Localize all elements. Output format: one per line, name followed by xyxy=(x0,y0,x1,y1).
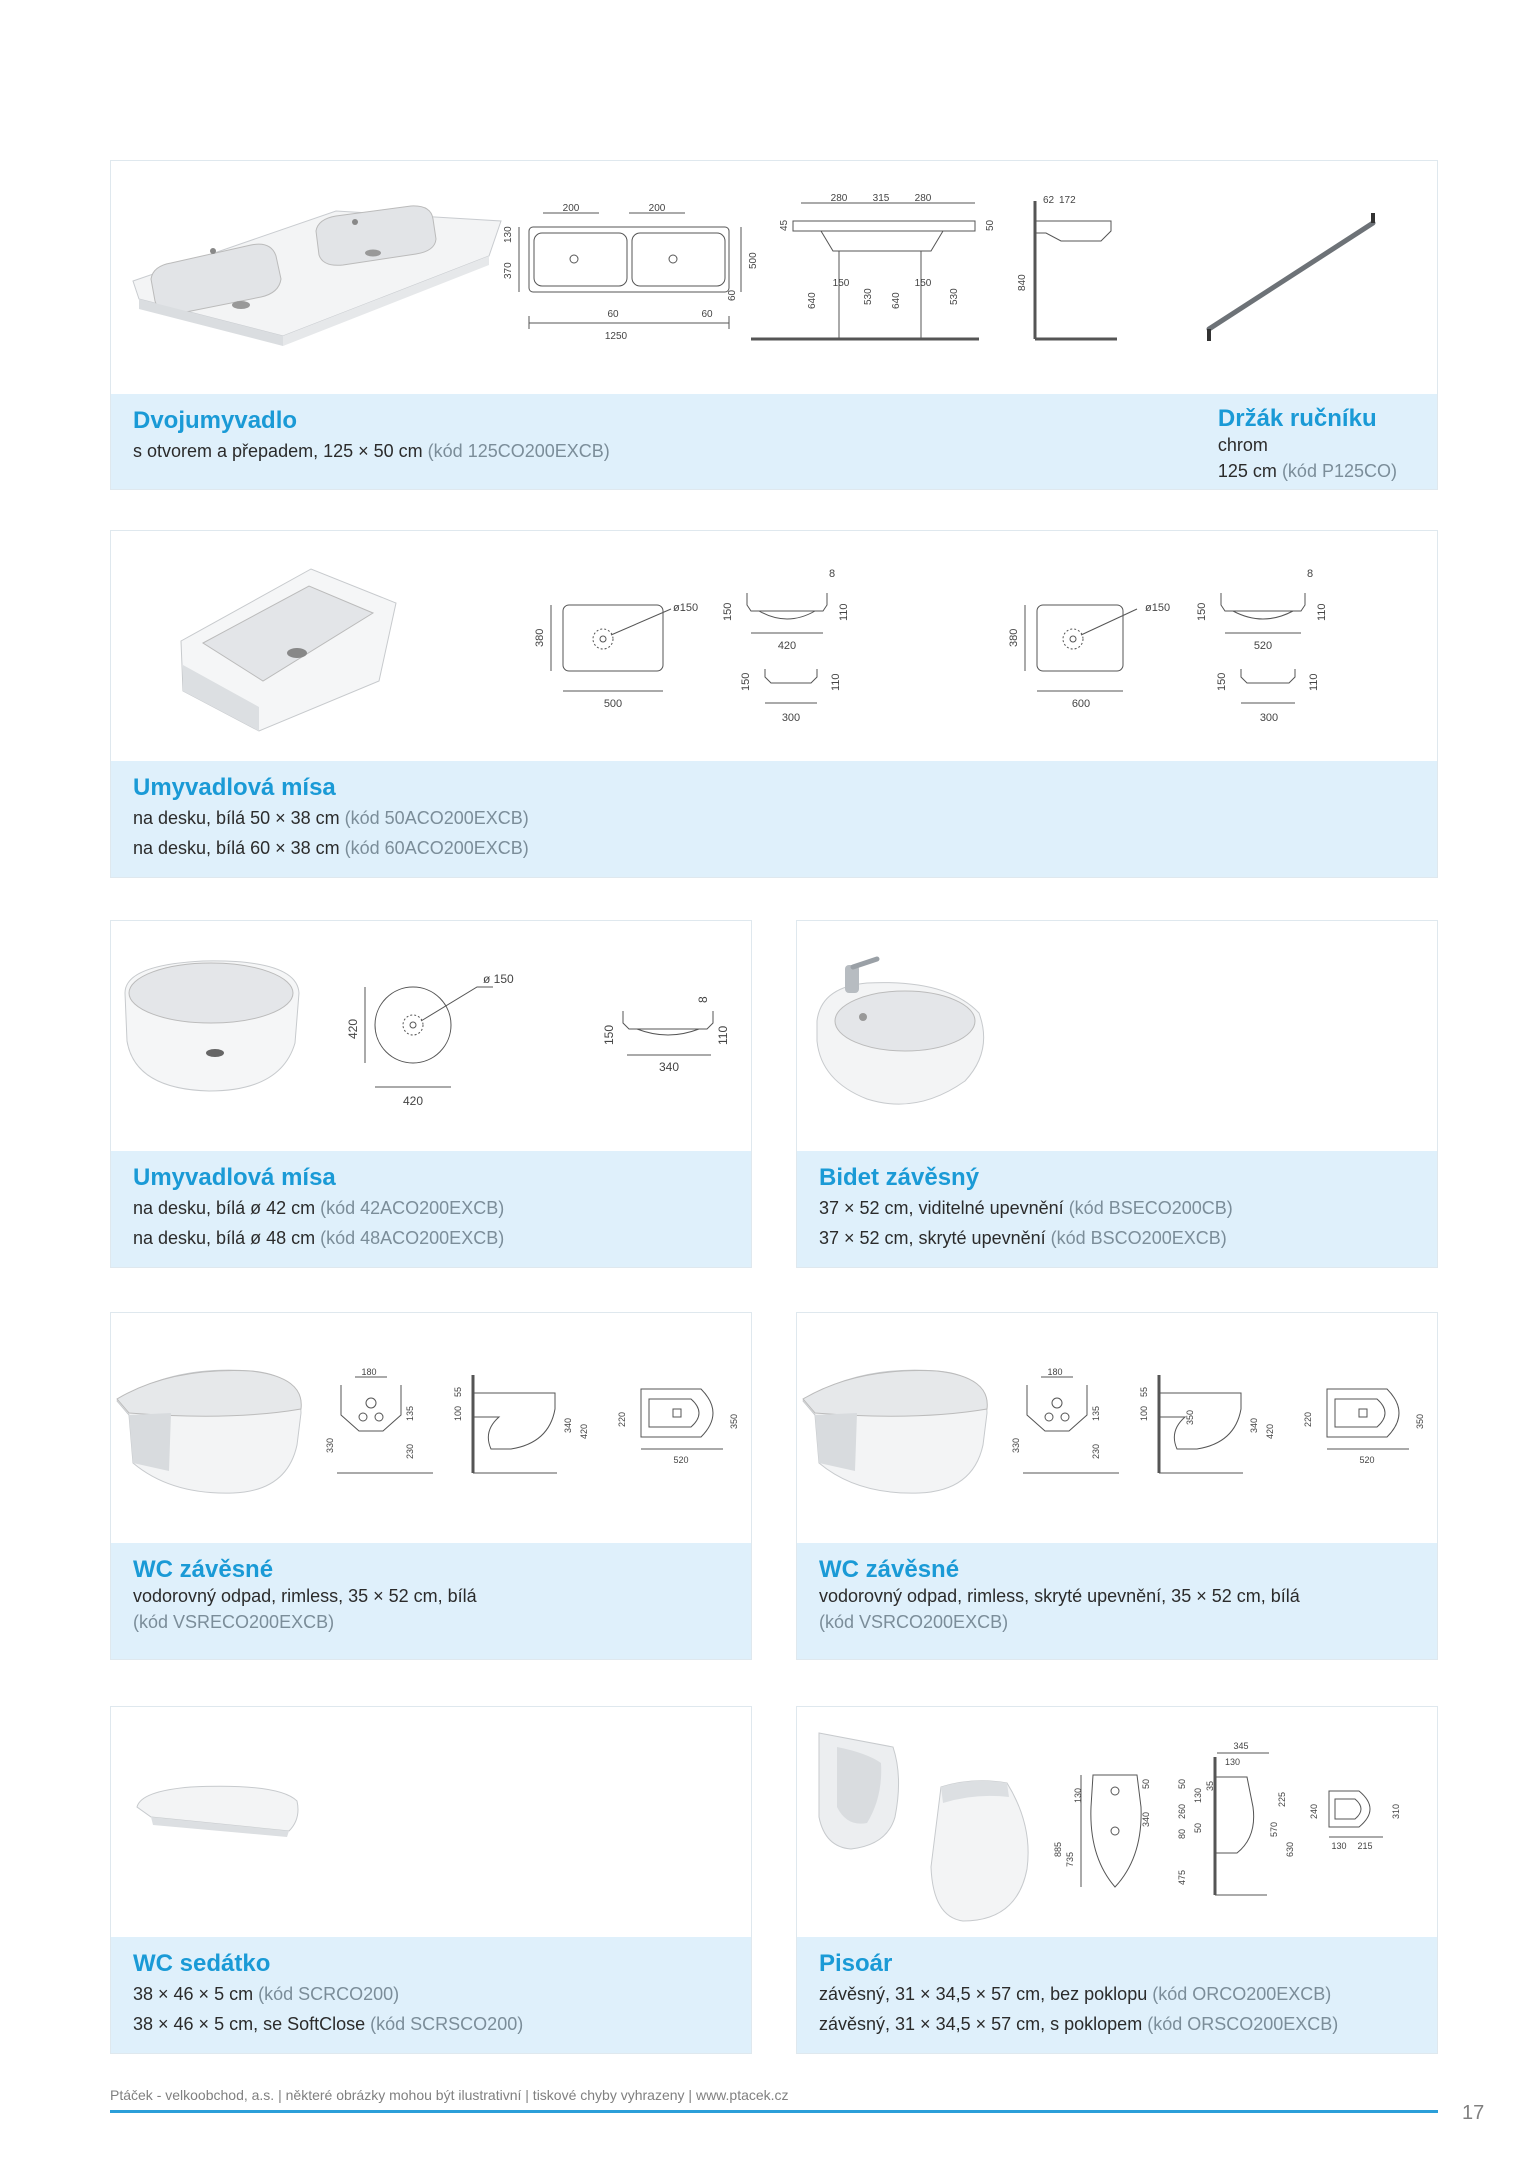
product-code: (kód SCRSCO200) xyxy=(370,2014,524,2034)
product-card-pisoar xyxy=(796,1706,1438,2054)
dim-50: 50 xyxy=(985,219,996,231)
product-info-misa-rect xyxy=(111,761,1437,877)
product-code: (kód SCRCO200) xyxy=(258,1984,400,2004)
dim-330: 330 xyxy=(1011,1437,1021,1453)
dim-60b: 60 xyxy=(701,309,713,320)
product-code: (kód VSRECO200EXCB) xyxy=(133,1612,335,1632)
towel-bar-render xyxy=(1209,213,1373,341)
product-title: Bidet závěsný xyxy=(819,1164,980,1191)
dim-220: 220 xyxy=(1303,1411,1313,1427)
misa-round-drawings xyxy=(111,921,751,1153)
product-spec xyxy=(133,803,1415,833)
dim-340: 340 xyxy=(1141,1811,1151,1827)
product-image-area xyxy=(111,1707,751,1939)
dim-380b: 380 xyxy=(1008,628,1020,647)
dim-500: 500 xyxy=(748,252,759,269)
misa-rect-drawings xyxy=(111,531,1437,763)
spec-text: s otvorem a přepadem, 125 × 50 cm xyxy=(133,441,423,461)
product-card-wc2 xyxy=(796,1312,1438,1660)
dim-640a: 640 xyxy=(807,292,818,309)
dim-60a: 60 xyxy=(607,309,619,320)
urinal-top-view xyxy=(1329,1791,1383,1837)
wc-render xyxy=(117,1370,301,1493)
spec-text: 37 × 52 cm, viditelné upevnění xyxy=(819,1198,1064,1218)
product-spec xyxy=(819,1979,1415,2009)
dim-475: 475 xyxy=(1177,1869,1187,1885)
product-image-area xyxy=(797,1313,1437,1545)
spec-text: závěsný, 31 × 34,5 × 57 cm, bez poklopu xyxy=(819,1984,1148,2004)
product-image-area xyxy=(111,1313,751,1545)
product-title: WC sedátko xyxy=(133,1950,271,1977)
dim-500: 500 xyxy=(603,698,623,710)
product-title: Umyvadlová mísa xyxy=(133,1164,336,1191)
dim-735: 735 xyxy=(1065,1851,1075,1867)
product-spec xyxy=(133,1223,729,1253)
spec-text: na desku, bílá ø 48 cm xyxy=(133,1228,316,1248)
product-title: Pisoár xyxy=(819,1950,893,1977)
dim-135: 135 xyxy=(405,1405,415,1421)
dim-8: 8 xyxy=(696,996,710,1003)
product-code: (kód VSRCO200EXCB) xyxy=(819,1612,1009,1632)
dim-180: 180 xyxy=(361,1367,377,1377)
urinal-render xyxy=(819,1733,1028,1921)
product-card-misa-round xyxy=(110,920,752,1268)
dim-130c: 130 xyxy=(1193,1787,1203,1803)
dim-200b: 200 xyxy=(648,203,666,214)
spec-text: závěsný, 31 × 34,5 × 57 cm, s poklopem xyxy=(819,2014,1143,2034)
dim-55: 55 xyxy=(1139,1386,1149,1397)
dim-130b: 130 xyxy=(1225,1757,1241,1767)
dim-310: 310 xyxy=(1391,1803,1401,1819)
dim-45: 45 xyxy=(779,219,790,231)
dim-215: 215 xyxy=(1357,1841,1373,1851)
product-info-sedatko xyxy=(111,1937,751,2053)
dim-230: 230 xyxy=(405,1443,415,1459)
dim-520: 520 xyxy=(1359,1455,1375,1465)
product-code: (kód BSCO200EXCB) xyxy=(1050,1228,1227,1248)
dim-340: 340 xyxy=(658,1060,680,1074)
dim-50: 50 xyxy=(1141,1778,1151,1789)
round-basin-render xyxy=(125,961,299,1091)
dim-50b: 50 xyxy=(1177,1778,1187,1789)
wc1-rear-view xyxy=(337,1377,433,1473)
rect-basin-render xyxy=(181,569,396,731)
dim-200a: 200 xyxy=(562,203,580,214)
dim-420h: 420 xyxy=(402,1094,424,1108)
dim-420: 420 xyxy=(1265,1423,1275,1439)
dim-150: 150 xyxy=(602,1024,616,1045)
product-info-drzak xyxy=(1218,404,1397,486)
dim-130: 130 xyxy=(1073,1787,1083,1803)
product-code: (kód ORSCO200EXCB) xyxy=(1147,2014,1339,2034)
product-code: (kód BSECO200CB) xyxy=(1068,1198,1233,1218)
dim-420v: 420 xyxy=(346,1018,360,1039)
dim-80: 80 xyxy=(1177,1828,1187,1839)
dim-225: 225 xyxy=(1277,1791,1287,1807)
product-card-wc1 xyxy=(110,1312,752,1660)
dim-150b: 150 xyxy=(914,278,932,289)
dim-600: 600 xyxy=(1071,698,1091,710)
dim-340: 340 xyxy=(1249,1417,1259,1433)
dim-110c: 110 xyxy=(1316,603,1328,621)
dim-150c: 150 xyxy=(1196,602,1208,621)
product-code: (kód ORCO200EXCB) xyxy=(1152,1984,1332,2004)
wc2-side-view xyxy=(1159,1375,1243,1473)
spec-text: 38 × 46 × 5 cm, se SoftClose xyxy=(133,2014,366,2034)
product-spec xyxy=(133,1979,729,2009)
dim-280b: 280 xyxy=(914,193,932,204)
wc2-drawings xyxy=(797,1313,1437,1545)
product-spec xyxy=(133,2009,729,2039)
double-sink-side-view xyxy=(1035,201,1117,339)
dim-350i: 350 xyxy=(1185,1409,1195,1425)
product-image-area xyxy=(111,161,1437,396)
urinal-side-view xyxy=(1215,1753,1269,1895)
product-spec: chrom xyxy=(1217,435,1268,455)
dim-420: 420 xyxy=(777,640,797,652)
product-card-sedatko xyxy=(110,1706,752,2054)
dim-570: 570 xyxy=(1269,1821,1279,1837)
product-spec xyxy=(133,1193,729,1223)
dim-240: 240 xyxy=(1309,1803,1319,1819)
dim-35: 35 xyxy=(1205,1780,1215,1791)
dim-370: 370 xyxy=(503,262,514,279)
dim-345: 345 xyxy=(1233,1741,1249,1751)
dim-50c: 50 xyxy=(1193,1822,1203,1833)
spec-text: na desku, bílá ø 42 cm xyxy=(133,1198,316,1218)
dim-350: 350 xyxy=(1415,1413,1425,1429)
spec-text: 38 × 46 × 5 cm xyxy=(133,1984,254,2004)
dim-100: 100 xyxy=(453,1405,463,1421)
dim-phi150: ø150 xyxy=(673,602,699,614)
dim-110: 110 xyxy=(716,1025,730,1045)
product-image-area xyxy=(111,921,751,1153)
dim-520: 520 xyxy=(1253,640,1273,652)
page-number: 17 xyxy=(1462,2102,1485,2124)
dim-100: 100 xyxy=(1139,1405,1149,1421)
dim-885: 885 xyxy=(1053,1841,1063,1857)
product-info-wc1 xyxy=(111,1543,751,1659)
product-title: Umyvadlová mísa xyxy=(133,774,336,801)
spec-text: 37 × 52 cm, skryté upevnění xyxy=(819,1228,1046,1248)
dim-315: 315 xyxy=(872,193,890,204)
urinal-front-view xyxy=(1081,1775,1141,1887)
wc1-top-view xyxy=(641,1389,723,1449)
product-info-pisoar xyxy=(797,1937,1437,2053)
dim-130: 130 xyxy=(503,226,514,243)
product-info-bidet xyxy=(797,1151,1437,1267)
footer-text: Ptáček - velkoobchod, a.s. | některé obrázky mohou být ilustrativní | tiskové chyby vyhrazeny | www.ptacek.cz xyxy=(110,2087,789,2103)
product-title: WC závěsné xyxy=(819,1556,960,1583)
dim-630: 630 xyxy=(1285,1841,1295,1857)
dim-110d: 110 xyxy=(1308,673,1320,691)
dim-1250: 1250 xyxy=(604,331,628,342)
product-spec: vodorovný odpad, rimless, skryté upevnění, 35 × 52 cm, bílá xyxy=(819,1586,1300,1606)
wc1-drawings xyxy=(111,1313,751,1545)
spec-text: na desku, bílá 60 × 38 cm xyxy=(133,838,340,858)
dim-phi150: ø 150 xyxy=(483,972,514,986)
product-title: WC závěsné xyxy=(133,1556,274,1583)
wc1-side-view xyxy=(473,1375,557,1473)
bidet-render xyxy=(797,921,1437,1153)
spec-text: na desku, bílá 50 × 38 cm xyxy=(133,808,340,828)
product-code: (kód P125CO) xyxy=(1281,461,1397,481)
dim-220: 220 xyxy=(617,1411,627,1427)
product-card-bidet xyxy=(796,920,1438,1268)
dvojumyvadlo-drawings xyxy=(111,161,1437,396)
dim-150b: 150 xyxy=(740,672,752,691)
product-image-area xyxy=(111,531,1437,763)
dim-260: 260 xyxy=(1177,1803,1187,1819)
dim-330: 330 xyxy=(325,1437,335,1453)
product-code: (kód 50ACO200EXCB) xyxy=(344,808,529,828)
dim-130d: 130 xyxy=(1331,1841,1347,1851)
dim-55: 55 xyxy=(453,1386,463,1397)
dim-phi150b: ø150 xyxy=(1145,602,1171,614)
product-code: (kód 48ACO200EXCB) xyxy=(320,1228,505,1248)
spec-text: 125 cm xyxy=(1217,461,1277,481)
dim-172: 172 xyxy=(1059,195,1076,206)
dim-150: 150 xyxy=(722,602,734,621)
product-info-dvojumyvadlo xyxy=(111,394,1437,489)
product-card-misa-rect xyxy=(110,530,1438,878)
product-info-misa-round xyxy=(111,1151,751,1267)
double-sink-render xyxy=(133,206,501,346)
seat-render xyxy=(111,1707,751,1939)
product-spec xyxy=(819,1223,1415,1253)
product-title: Držák ručníku xyxy=(1217,405,1377,432)
dim-150d: 150 xyxy=(1216,672,1228,691)
dim-230: 230 xyxy=(1091,1443,1101,1459)
dim-840: 840 xyxy=(1017,274,1028,291)
dim-280a: 280 xyxy=(830,193,848,204)
product-card-dvojumyvadlo xyxy=(110,160,1438,490)
dim-420: 420 xyxy=(579,1423,589,1439)
dim-350: 350 xyxy=(729,1413,739,1429)
product-spec: vodorovný odpad, rimless, 35 × 52 cm, bílá xyxy=(133,1586,477,1606)
dim-180: 180 xyxy=(1047,1367,1063,1377)
dim-110: 110 xyxy=(838,603,850,621)
dim-300b: 300 xyxy=(1259,712,1279,724)
product-image-area xyxy=(797,1707,1437,1939)
wc2-top-view xyxy=(1327,1389,1409,1449)
dim-380: 380 xyxy=(534,628,546,647)
dim-8: 8 xyxy=(829,568,836,580)
dim-640b: 640 xyxy=(891,292,902,309)
pisoar-drawings xyxy=(797,1707,1437,1939)
dim-62: 62 xyxy=(1043,195,1055,206)
product-code: (kód 125CO200EXCB) xyxy=(427,441,610,461)
wc-render xyxy=(803,1370,987,1493)
dim-520: 520 xyxy=(673,1455,689,1465)
product-info-wc2 xyxy=(797,1543,1437,1659)
product-title: Dvojumyvadlo xyxy=(133,407,298,434)
product-code: (kód 60ACO200EXCB) xyxy=(344,838,529,858)
dim-60c: 60 xyxy=(727,289,738,301)
product-spec xyxy=(133,833,1415,863)
dim-135: 135 xyxy=(1091,1405,1101,1421)
product-code: (kód 42ACO200EXCB) xyxy=(320,1198,505,1218)
dim-530a: 530 xyxy=(863,288,874,305)
product-spec xyxy=(819,2009,1415,2039)
dim-150a: 150 xyxy=(832,278,850,289)
footer-rule xyxy=(110,2110,1438,2113)
dim-110b: 110 xyxy=(830,673,842,691)
product-image-area xyxy=(797,921,1437,1153)
product-spec xyxy=(819,1193,1415,1223)
dim-340: 340 xyxy=(563,1417,573,1433)
wc2-rear-view xyxy=(1023,1377,1119,1473)
dim-300: 300 xyxy=(781,712,801,724)
product-spec xyxy=(1218,456,1397,486)
dim-530b: 530 xyxy=(949,288,960,305)
dim-8b: 8 xyxy=(1307,568,1314,580)
